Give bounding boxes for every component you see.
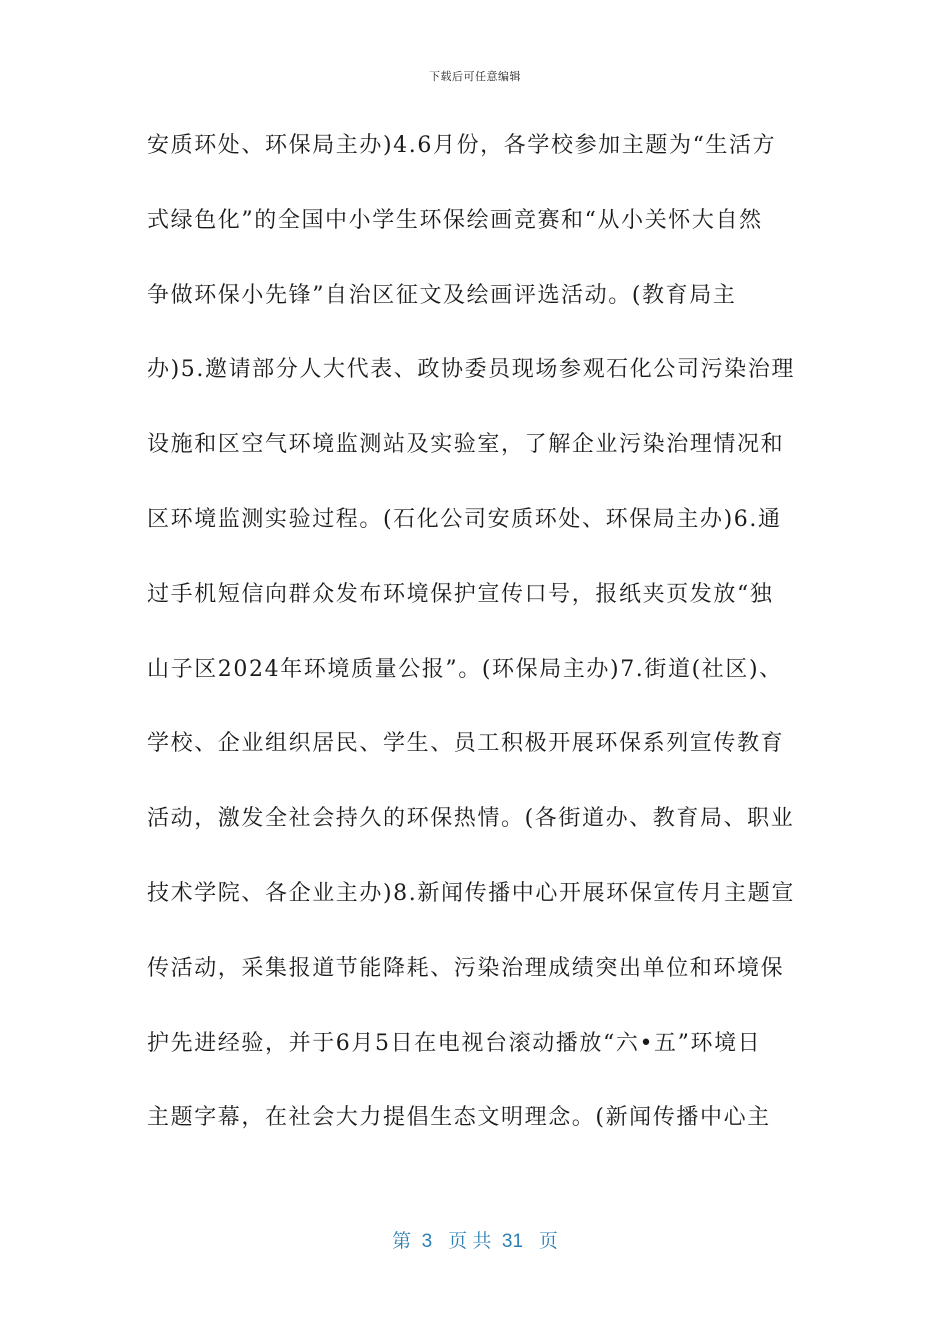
- body-line: 争做环保小先锋”自治区征文及绘画评选活动。(教育局主: [147, 282, 737, 308]
- body-line: 安质环处、环保局主办)4.6月份，各学校参加主题为“生活方: [147, 133, 777, 158]
- body-line: 学校、企业组织居民、学生、员工积极开展环保系列宣传教育: [147, 731, 785, 757]
- body-line: 护先进经验，并于6月5日在电视台滚动播放“六•五”环境日: [147, 1030, 762, 1056]
- body-line: 过手机短信向群众发布环境保护宣传口号，报纸夹页发放“独: [147, 581, 774, 607]
- body-line: 办)5.邀请部分人大代表、政协委员现场参观石化公司污染治理: [147, 357, 795, 383]
- body-line: 技术学院、各企业主办)8.新闻传播中心开展环保宣传月主题宣: [147, 880, 795, 906]
- body-line: 主题字幕，在社会大力提倡生态文明理念。(新闻传播中心主: [147, 1105, 771, 1131]
- body-line: 活动，激发全社会持久的环保热情。(各街道办、教育局、职业: [147, 806, 795, 832]
- body-line: 区环境监测实验过程。(石化公司安质环处、环保局主办)6.通: [147, 506, 782, 532]
- body-line: 山子区2024年环境质量公报”。(环保局主办)7.街道(社区)、: [147, 656, 783, 682]
- header-note: 下载后可任意编辑: [429, 70, 521, 83]
- body-line: 式绿色化”的全国中小学生环保绘画竞赛和“从小关怀大自然: [147, 207, 763, 233]
- document-body: [147, 122, 807, 1169]
- page-number-footer: 第 3 页 共 31 页: [392, 1231, 558, 1252]
- body-line: 传活动，采集报道节能降耗、污染治理成绩突出单位和环境保: [147, 955, 785, 981]
- body-line: 设施和区空气环境监测站及实验室，了解企业污染治理情况和: [147, 432, 785, 458]
